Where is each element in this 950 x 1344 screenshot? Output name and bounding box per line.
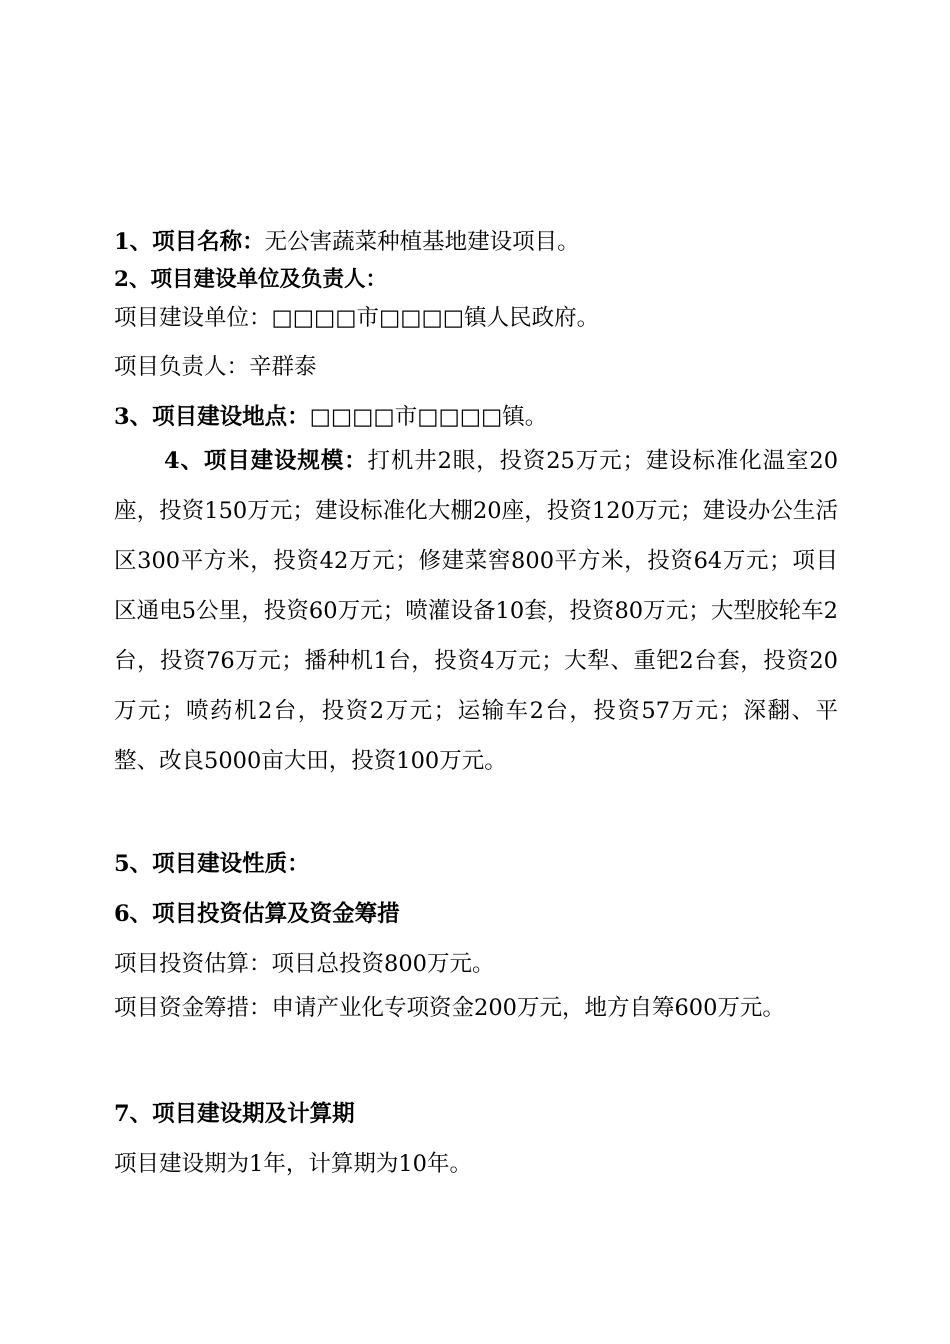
item-1-project-name <box>114 224 580 256</box>
item-6-heading: 6、项目投资估算及资金筹措 <box>114 901 400 927</box>
item-4-scale <box>114 436 838 786</box>
construction-period: 项目建设期为1年，计算期为10年。 <box>114 1151 472 1177</box>
item-3-label: 3、项目建设地点： <box>114 404 310 430</box>
item-2-heading: 2、项目建设单位及负责人： <box>114 267 387 292</box>
investment-estimate: 项目投资估算：项目总投资800万元。 <box>114 951 495 977</box>
item-1-label: 1、项目名称： <box>114 229 265 255</box>
item-4-value: 打机井2眼，投资25万元；建设标准化温室20座，投资150万元；建设标准化大棚20座，投资120万元；建设办公生活区300平方米，投资42万元；修建菜窖800平方米，投资64万元；项目区通电5公里，投资60万元；喷灌设备10套，投资80万元；大型胶轮车2台，投资76万元；播种机1台，投资4万元；大犁、重钯2台套，投资20万元；喷药机2台，投资2万元；运输车2台，投资57万元；深翻、平整、改良5000亩大田，投资100万元。 <box>114 448 839 774</box>
item-3-value: □□□□市□□□□镇。 <box>309 404 548 430</box>
funding-arrangement: 项目资金筹措：申请产业化专项资金200万元，地方自筹600万元。 <box>114 995 785 1021</box>
item-3-location <box>114 399 547 431</box>
construction-unit: 项目建设单位：□□□□市□□□□镇人民政府。 <box>114 305 600 331</box>
item-7-heading: 7、项目建设期及计算期 <box>114 1101 355 1127</box>
project-leader: 项目负责人：辛群泰 <box>114 354 317 380</box>
item-4-label: 4、项目建设规模： <box>164 448 368 474</box>
item-5-heading: 5、项目建设性质： <box>114 851 310 877</box>
item-1-value: 无公害蔬菜种植基地建设项目。 <box>264 229 580 255</box>
